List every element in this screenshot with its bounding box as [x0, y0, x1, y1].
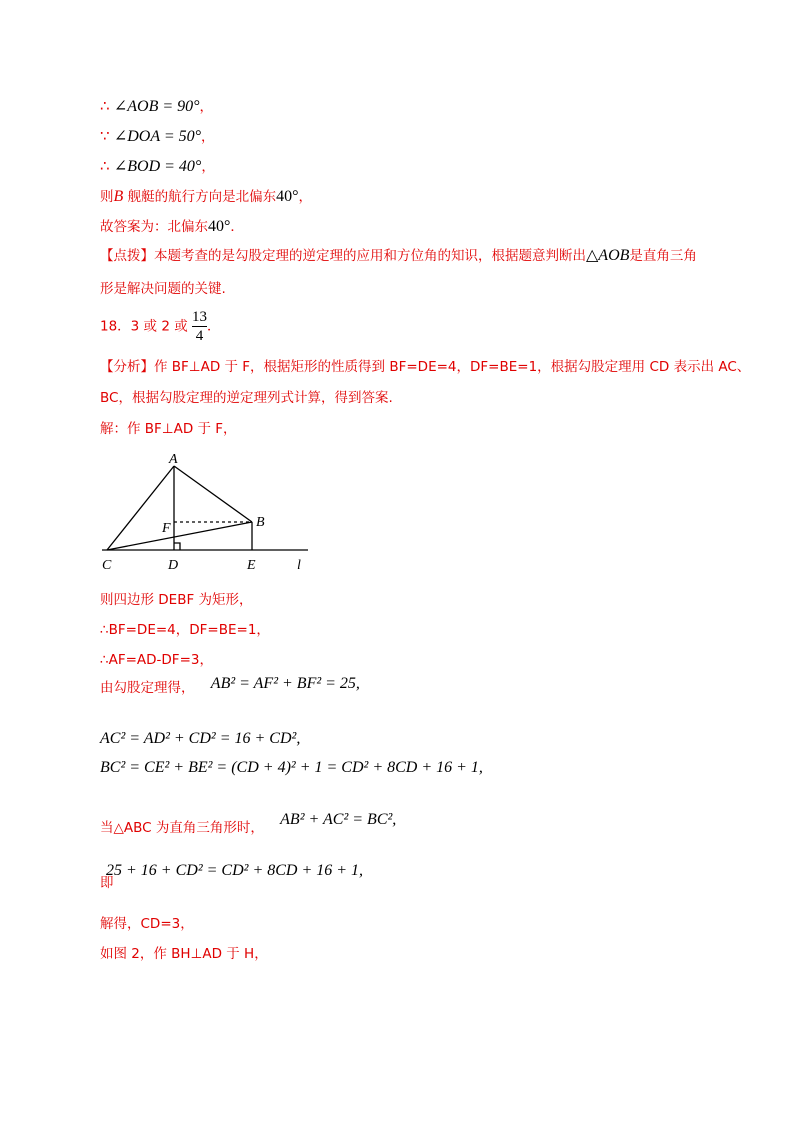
- label-b: B: [256, 515, 265, 530]
- line-angle-aob: ∴ ∠AOB = 90°，: [100, 97, 214, 115]
- line-tip-cont: 形是解决问题的关键.: [100, 281, 226, 297]
- line-analysis: 【分析】作 BF⊥AD 于 F，根据矩形的性质得到 BF=DE=4，DF=BE=1，根据勾股定理用 CD 表示出 AC、: [100, 359, 751, 375]
- line-bc: BC² = CE² + BE² = (CD + 4)² + 1 = CD² + 8CD + 16 + 1,: [100, 759, 483, 776]
- line-ac: AC² = AD² + CD² = 16 + CD²,: [100, 730, 301, 747]
- segment-ab: [174, 466, 252, 522]
- label-e: E: [247, 558, 256, 573]
- line-angle-bod: ∴ ∠BOD = 40°，: [100, 157, 215, 175]
- fraction-13-4: $\frac{13}{4}$: [192, 309, 208, 344]
- line-angle-doa: ∵ ∠DOA = 50°，: [100, 127, 215, 145]
- line-figure2: 如图 2，作 BH⊥AD 于 H，: [100, 946, 268, 962]
- line-answer: 故答案为：北偏东40°．: [100, 218, 244, 235]
- line-bf-de: ∴BF=DE=4，DF=BE=1，: [100, 622, 270, 638]
- line-solve: 解得，CD=3，: [100, 916, 194, 932]
- segment-ca: [107, 466, 174, 550]
- line-af: ∴AF=AD-DF=3，: [100, 652, 213, 668]
- line-tip: 【点拨】本题考查的是勾股定理的逆定理的应用和方位角的知识，根据题意判断出△AOB是直角三角: [100, 247, 697, 264]
- line-direction: 则B 舰艇的航行方向是北偏东40°，: [100, 188, 312, 205]
- line-right-triangle: 当△ABC 为直角三角形时， AB² + AC² = BC²,: [100, 811, 397, 836]
- line-ie-label: 即: [100, 875, 114, 891]
- label-d: D: [168, 558, 179, 573]
- line-solution-intro: 解：作 BF⊥AD 于 F，: [100, 421, 237, 437]
- line-analysis-cont: BC，根据勾股定理的逆定理列式计算，得到答案.: [100, 390, 393, 406]
- line-ie: 25 + 16 + CD² = CD² + 8CD + 16 + 1,: [106, 862, 364, 879]
- label-l: l: [297, 558, 301, 573]
- label-f: F: [162, 521, 171, 536]
- line-q18: 18．3 或 2 或 $\frac{13}{4}$ ．: [100, 309, 221, 344]
- line-rectangle: 则四边形 DEBF 为矩形，: [100, 592, 253, 608]
- label-c: C: [102, 558, 112, 573]
- right-angle-mark: [174, 543, 180, 550]
- line-pythagoras: 由勾股定理得， AB² = AF² + BF² = 25,: [100, 675, 360, 696]
- label-a: A: [169, 452, 178, 467]
- geometry-figure: [96, 448, 316, 573]
